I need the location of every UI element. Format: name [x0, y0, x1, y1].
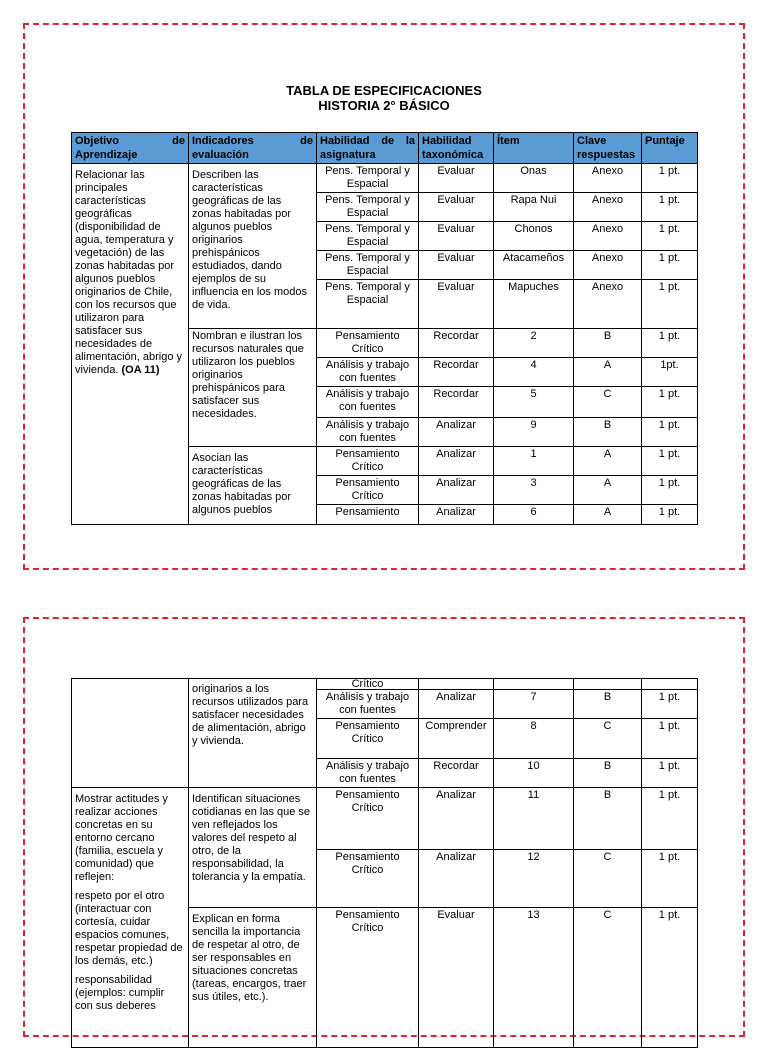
indicator-cell-5: Explican en forma sencilla la importancia de respetar al otro, de ser responsables en situaciones concretas (tareas, encargos, traer sus útiles, etc.).	[189, 908, 317, 1048]
table-row: Nombran e ilustran los recursos naturales que utilizaron los pueblos originarios prehispánicos para satisfacer sus necesidades. Pensamiento Crítico Recordar 2 B 1 pt.	[72, 329, 698, 358]
table-row: Análisis y trabajo con fuentes Recordar 10 B 1 pt.	[72, 759, 698, 788]
table-row: Análisis y trabajo con fuentes Recordar 4 A 1pt.	[72, 358, 698, 387]
table-row: Pensamiento Crítico Analizar 12 C 1 pt.	[72, 850, 698, 908]
objective-cell-continued	[72, 679, 189, 788]
document-title: TABLA DE ESPECIFICACIONES	[286, 83, 482, 98]
indicator-cell-3: Asocian las características geográficas de las zonas habitadas por algunos pueblos	[189, 447, 317, 525]
header-habilidad-asignatura: Habilidad de la asignatura	[317, 133, 419, 164]
table-row: Pens. Temporal y Espacial Evaluar Mapuches Anexo 1 pt.	[72, 280, 698, 329]
table-row: Análisis y trabajo con fuentes Recordar 5 C 1 pt.	[72, 387, 698, 418]
header-habilidad-taxonomica: Habilidad taxonómica	[419, 133, 494, 164]
specifications-table-continued	[71, 678, 698, 1048]
specifications-table	[71, 132, 698, 525]
indicator-cell-3-continued: originarios a los recursos utilizados para satisfacer necesidades de alimentación, abrigo y vivienda.	[189, 679, 317, 788]
objective-cell-2: Mostrar actitudes y realizar acciones concretas en su entorno cercano (familia, escuela y comunidad) que reflejen: respeto por el otro (interactuar con cortesía, cuidar espacios comunes, respetar propiedad de los demás, etc.) responsabilidad (ejemplos: cumplir con sus deberes	[72, 788, 189, 1048]
table-row: Relacionar las principales características geográficas (disponibilidad de agua, temperatura y vegetación) de las zonas habitadas por algunos pueblos originarios de Chile, con los recursos que utilizaron para satisfacer sus necesidades de alimentación, abrigo y vivienda. (OA 11) Describen las características geográficas de las zonas habitadas por algunos pueblos originarios prehispánicos estudiados, dando ejemplos de su influencia en los modos de vida. Pens. Temporal y Espacial Evaluar Onas Anexo 1 pt.	[72, 164, 698, 193]
table-header-row	[72, 133, 698, 164]
document-subtitle: HISTORIA 2° BÁSICO	[318, 98, 450, 113]
table-row: Pens. Temporal y Espacial Evaluar Atacameños Anexo 1 pt.	[72, 251, 698, 280]
table-row: Pensamiento Crítico Comprender 8 C 1 pt.	[72, 719, 698, 759]
header-item: Ítem	[494, 133, 574, 164]
table-row: originarios a los recursos utilizados para satisfacer necesidades de alimentación, abrigo y vivienda. Crítico	[72, 679, 698, 690]
header-indicadores: Indicadores de evaluación	[189, 133, 317, 164]
indicator-cell-2: Nombran e ilustran los recursos naturales que utilizaron los pueblos originarios prehispánicos para satisfacer sus necesidades.	[189, 329, 317, 447]
indicator-cell-1: Describen las características geográficas de las zonas habitadas por algunos pueblos originarios prehispánicos estudiados, dando ejemplos de su influencia en los modos de vida.	[189, 164, 317, 329]
table-row: Pensamiento Crítico Analizar 3 A 1 pt.	[72, 476, 698, 505]
table-row: Mostrar actitudes y realizar acciones concretas en su entorno cercano (familia, escuela y comunidad) que reflejen: respeto por el otro (interactuar con cortesía, cuidar espacios comunes, respetar propiedad de los demás, etc.) responsabilidad (ejemplos: cumplir con sus deberes Identifican situaciones cotidianas en las que se ven reflejados los valores del respeto al otro, de la responsabilidad, la tolerancia y la empatía. Pensamiento Crítico Analizar 11 B 1 pt.	[72, 788, 698, 850]
table-row: Pens. Temporal y Espacial Evaluar Rapa Nui Anexo 1 pt.	[72, 193, 698, 222]
objective-cell: Relacionar las principales características geográficas (disponibilidad de agua, temperatura y vegetación) de las zonas habitadas por algunos pueblos originarios de Chile, con los recursos que utilizaron para satisfacer sus necesidades de alimentación, abrigo y vivienda. (OA 11)	[72, 164, 189, 525]
table-row: Asocian las características geográficas de las zonas habitadas por algunos pueblos Pensamiento Crítico Analizar 1 A 1 pt.	[72, 447, 698, 476]
header-clave: Clave respuestas	[574, 133, 642, 164]
table-row: Análisis y trabajo con fuentes Analizar 7 B 1 pt.	[72, 690, 698, 719]
table-row: Pens. Temporal y Espacial Evaluar Chonos Anexo 1 pt.	[72, 222, 698, 251]
table-row: Explican en forma sencilla la importancia de respetar al otro, de ser responsables en situaciones concretas (tareas, encargos, traer sus útiles, etc.). Pensamiento Crítico Evaluar 13 C 1 pt.	[72, 908, 698, 1048]
indicator-cell-4: Identifican situaciones cotidianas en las que se ven reflejados los valores del respeto al otro, de la responsabilidad, la tolerancia y la empatía.	[189, 788, 317, 908]
table-row: Análisis y trabajo con fuentes Analizar 9 B 1 pt.	[72, 418, 698, 447]
header-puntaje: Puntaje	[642, 133, 698, 164]
header-objetivo: Objetivo de Aprendizaje	[72, 133, 189, 164]
table-row: Pensamiento Analizar 6 A 1 pt.	[72, 505, 698, 525]
